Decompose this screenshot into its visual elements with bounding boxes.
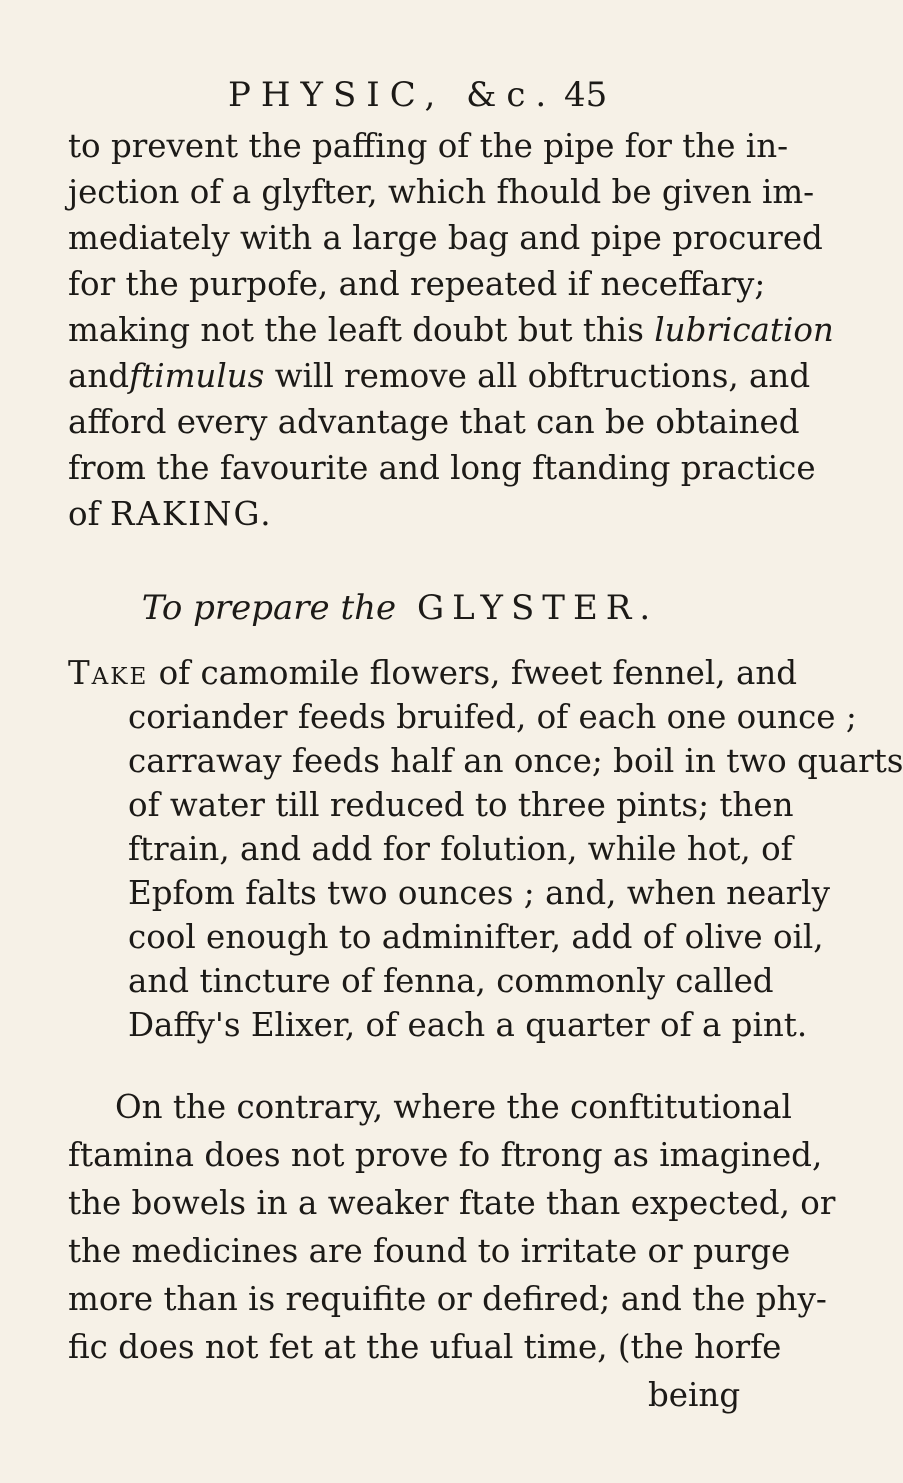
text-line: of water till reduced to three pints; then <box>128 786 794 824</box>
text-line: cool enough to adminifter, add of olive oil, <box>128 918 824 956</box>
text-line: Epfom falts two ounces ; and, when nearly <box>128 874 830 912</box>
running-header <box>228 70 608 120</box>
section-heading <box>68 585 732 631</box>
page-number: 45 <box>564 75 608 115</box>
text-line: from the favourite and long ftanding practice <box>68 449 816 487</box>
text-line <box>68 492 732 536</box>
small-caps-term: Take <box>68 654 149 692</box>
text-line: more than is requifite or defired; and the phy- <box>68 1280 827 1318</box>
text-line: mediately with a large bag and pipe procured <box>68 219 823 257</box>
text-line: and tincture of fenna, commonly called <box>128 962 774 1000</box>
text-span: and <box>68 357 130 395</box>
text-span: of <box>68 495 100 533</box>
text-span: of camomile flowers, fweet fennel, and <box>158 654 798 692</box>
text-line <box>68 354 811 398</box>
text-line: the medicines are found to irritate or purge <box>68 1232 791 1270</box>
italic-term: ftimulus <box>129 357 265 395</box>
text-line: the bowels in a weaker ftate than expected, or <box>68 1184 836 1222</box>
italic-term: lubrication <box>654 311 834 349</box>
text-span: making not the leaft doubt but this <box>68 311 644 349</box>
text-line: carraway feeds half an once; boil in two quarts <box>128 742 903 780</box>
heading-prefix: To prepare the <box>141 588 397 628</box>
text-line: for the purpofe, and repeated if neceffary; <box>68 265 766 303</box>
text-line: to prevent the paffing of the pipe for the in- <box>68 127 789 165</box>
text-line: Daffy's Elixer, of each a quarter of a pint. <box>128 1006 808 1044</box>
text-line: afford every advantage that can be obtained <box>68 403 800 441</box>
catchword: being <box>648 1376 741 1414</box>
text-line: On the contrary, where the conftitutional <box>115 1088 792 1126</box>
text-line: jection of a glyfter, which fhould be given im- <box>68 173 815 211</box>
text-line: ftamina does not prove fo ftrong as imagined, <box>68 1136 823 1174</box>
text-span: will remove all obftructions, and <box>274 357 811 395</box>
text-line <box>68 308 834 352</box>
text-line: ftrain, and add for folution, while hot, of <box>128 830 793 868</box>
small-caps-term: RAKING. <box>109 495 273 533</box>
text-line: fic does not fet at the ufual time, (the horfe <box>68 1328 782 1366</box>
text-line <box>68 651 798 695</box>
heading-title: GLYSTER. <box>416 588 659 628</box>
running-title: PHYSIC, &c. <box>228 75 557 115</box>
text-line: coriander feeds bruifed, of each one ounce ; <box>128 698 857 736</box>
